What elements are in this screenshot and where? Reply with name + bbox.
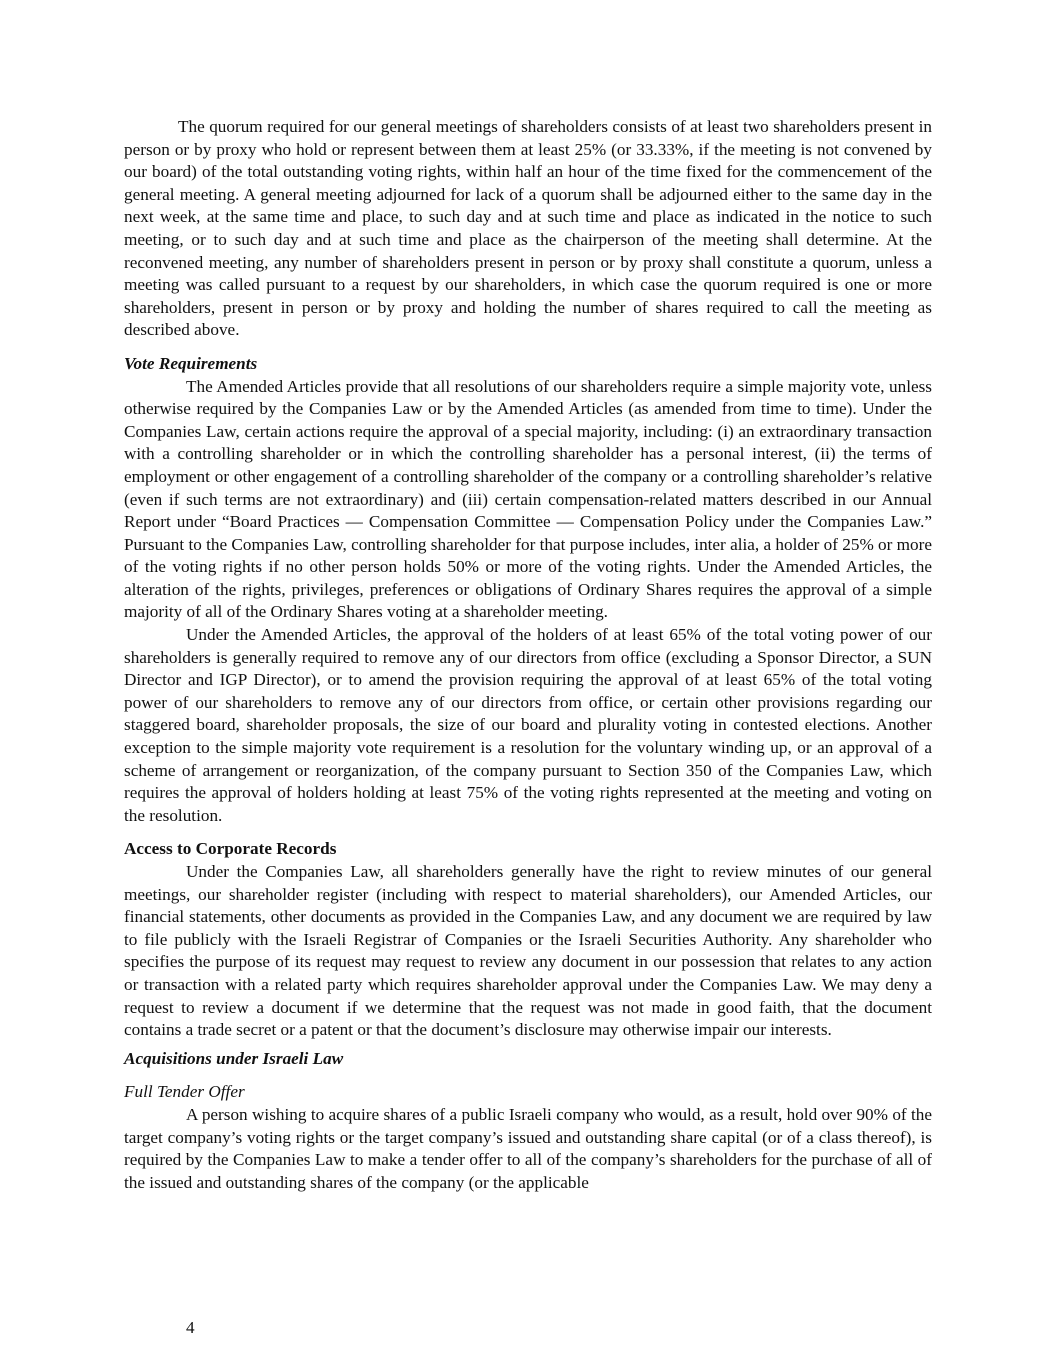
paragraph-vote-requirements-2: Under the Amended Articles, the approval of the holders of at least 65% of the total voting power of our shareholders is generally required to remove any of our directors from office (excluding a Sponsor Director, a SUN Director and IGP Director), or to amend the provision requiring the approval of at least 65% of the total voting power of our shareholders to remove any of our directors from office, or certain other provisions regarding our staggered board, shareholder proposals, the size of our board and plurality voting in contested elections. Another exception to the simple majority vote requirement is a resolution for the voluntary winding up, or an approval of a scheme of arrangement or reorganization, of the company pursuant to Section 350 of the Companies Law, which requires the approval of holders holding at least 75% of the voting rights represented at the meeting and voting on the resolution. [124,625,932,825]
page-number: 4 [186,1318,195,1337]
document-page [124,116,932,1194]
heading-acquisitions: Acquisitions under Israeli Law [124,1048,344,1068]
paragraph-quorum: The quorum required for our general meetings of shareholders consists of at least two shareholders present in person or by proxy who hold or represent between them at least 25% (or 33.33%, if the meeting is not convened by our board) of the total outstanding voting rights, within half an hour of the time fixed for the commencement of the general meeting. A general meeting adjourned for lack of a quorum shall be adjourned either to the same day in the next week, at the same time and place, to such day and at such time and place as indicated in the notice to such meeting, or to such day and at such time and place as the chairperson of the meeting shall determine. At the reconvened meeting, any number of shareholders present in person or by proxy shall constitute a quorum, unless a meeting was called pursuant to a request by our shareholders, in which case the quorum required is one or more shareholders, present in person or by proxy and holding the number of shares required to call the meeting as described above. [124,117,932,340]
paragraph-access-records: Under the Companies Law, all shareholders generally have the right to review minutes of our general meetings, our shareholder register (including with respect to material shareholders), our Amended Articles, our financial statements, other documents as provided in the Companies Law, and any document we are required by law to file publicly with the Israeli Registrar of Companies or the Israeli Securities Authority. Any shareholder who specifies the purpose of its request may request to review any document in our possession that relates to any action or transaction with a related party which requires shareholder approval under the Companies Law. We may deny a request to review a document if we determine that the request was not made in good faith, that the document contains a trade secret or a patent or that the document’s disclosure may otherwise impair our interests. [124,862,932,1040]
heading-full-tender-offer: Full Tender Offer [124,1082,245,1102]
paragraph-full-tender-offer: A person wishing to acquire shares of a public Israeli company who would, as a result, hold over 90% of the target company’s voting rights or the target company’s issued and outstanding share capital (or of a class thereof), is required by the Companies Law to make a tender offer to all of the company’s shareholders for the purchase of all of the issued and outstanding shares of the company (or the applicable [124,1104,932,1192]
heading-vote-requirements: Vote Requirements [124,353,258,373]
heading-access-records: Access to Corporate Records [124,839,337,859]
paragraph-vote-requirements-1: The Amended Articles provide that all resolutions of our shareholders require a simple majority vote, unless otherwise required by the Companies Law or by the Amended Articles (as amended from time to time). Under the Companies Law, certain actions require the approval of a special majority, including: (i) an extraordinary transaction with a controlling shareholder or in which the controlling shareholder has a personal interest, (ii) the terms of employment or other engagement of a controlling shareholder of the company or a controlling shareholder’s relative (even if such terms are not extraordinary) and (iii) certain compensation-related matters described in our Annual Report under “Board Practices — Compensation Committee — Compensation Policy under the Companies Law.” Pursuant to the Companies Law, controlling shareholder for that purpose includes, inter alia, a holder of 25% or more of the voting rights if no other person holds 50% or more of the voting rights. Under the Amended Articles, the alteration of the rights, privileges, preferences or obligations of Ordinary Shares requires the approval of a simple majority of all of the Ordinary Shares voting at a shareholder meeting. [124,376,932,622]
